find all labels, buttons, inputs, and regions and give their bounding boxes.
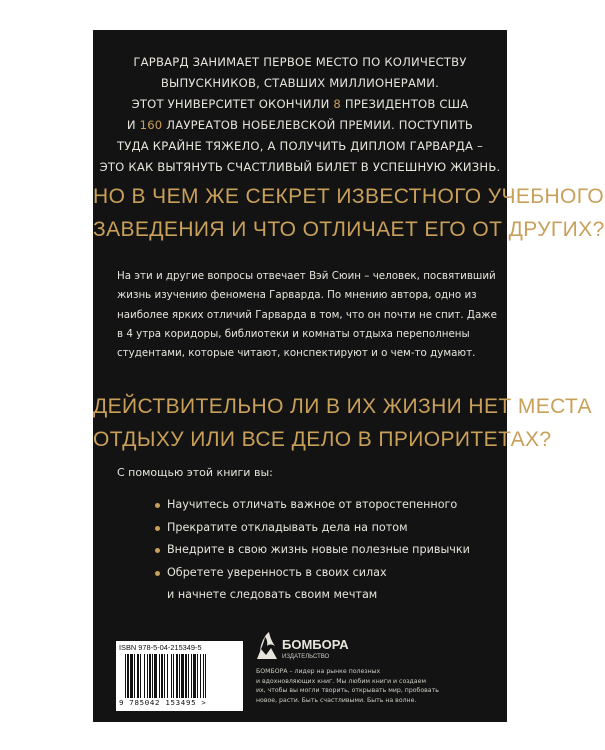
headline-line: НО В ЧЕМ ЖЕ СЕКРЕТ ИЗВЕСТНОГО УЧЕБНОГО [93,185,605,208]
back-cover [93,30,605,722]
list-item-text: Внедрите в свою жизнь новые полезные привычки [167,543,470,556]
intro-text-part: ПРЕЗИДЕНТОВ США [341,97,469,111]
headline-priorities [93,390,592,456]
headline-line: ОТДЫХУ ИЛИ ВСЕ ДЕЛО В ПРИОРИТЕТАХ? [93,428,552,451]
paragraph-line: жизнь изучению феномена Гарварда. По мнению автора, одно из [117,289,477,302]
list-item [167,539,497,562]
publisher-name: БОМБОРА [282,637,349,652]
blurb-line: и вдохновляющих книг. Мы любим книги и создаем [256,677,427,685]
list-item-text: Обретете уверенность в своих силах [167,565,387,579]
list-item [167,562,497,607]
paragraph-line: наиболее ярких отличий Гарварда в том, что он почти не спит. Даже [117,308,497,321]
bombora-logo-icon [256,631,376,663]
list-item [167,517,497,540]
intro-line [93,94,507,115]
nobel-laureates-count: 160 [139,118,163,132]
isbn-label: ISBN 978-5-04-215349-5 [119,643,202,652]
blurb-line: их, чтобы вы могли творить, открывать мир, пробовать [256,687,439,694]
bullet-dot-icon [155,526,160,531]
benefits-list [167,494,497,607]
publisher-logo [256,631,376,663]
paragraph-line: На эти и другие вопросы отвечает Вэй Сюин – человек, посвятивший [117,270,496,282]
intro-text-part: И [126,118,140,132]
bullet-dot-icon [155,503,160,508]
blurb-line: БОМБОРА – лидер на рынке полезных [256,668,381,675]
intro-text [93,52,507,178]
description-paragraph [117,267,497,363]
bullet-dot-icon [155,571,160,576]
intro-text-part: ЛАУРЕАТОВ НОБЕЛЕВСКОЙ ПРЕМИИ. ПОСТУПИТЬ [162,118,474,132]
list-item-text: и начнете следовать своим мечтам [167,588,378,601]
paragraph-line: студентами, которые читают, конспектируют и о чем-то думают. [117,347,476,360]
barcode-digits: 9 785042 153495 > [119,698,207,707]
intro-text-part: ЭТОТ УНИВЕРСИТЕТ ОКОНЧИЛИ [131,97,334,111]
intro-line: ЭТО КАК ВЫТЯНУТЬ СЧАСТЛИВЫЙ БИЛЕТ В УСПЕШНУЮ ЖИЗНЬ. [99,160,501,174]
headline-line: ЗАВЕДЕНИЯ И ЧТО ОТЛИЧАЕТ ЕГО ОТ ДРУГИХ? [93,218,605,241]
list-item [167,494,497,517]
intro-line [93,115,507,136]
benefits-lead: С помощью этой книги вы: [117,466,273,479]
intro-line: ТУДА КРАЙНЕ ТЯЖЕЛО, А ПОЛУЧИТЬ ДИПЛОМ ГАРВАРДА – [116,139,484,153]
paragraph-line: в 4 утра коридоры, библиотеки и комнаты отдыха переполнены [117,327,470,340]
publisher-subtitle: ИЗДАТЕЛЬСТВО [282,654,330,660]
headline-line: ДЕЙСТВИТЕЛЬНО ЛИ В ИХ ЖИЗНИ НЕТ МЕСТА [93,395,592,418]
bullet-dot-icon [155,548,160,553]
barcode-icon [125,654,237,698]
intro-line: ВЫПУСКНИКОВ, СТАВШИХ МИЛЛИОНЕРАМИ. [160,76,440,90]
list-item-text: Научитесь отличать важное от второстепенного [167,498,458,511]
blurb-line: новое, расти. Быть счастливыми. Быть на волне. [256,696,417,704]
list-item-text: Прекратите откладывать дела на потом [167,520,408,534]
barcode-panel [116,641,243,711]
publisher-blurb [256,667,486,705]
presidents-count: 8 [333,97,341,111]
headline-secret [93,180,605,246]
intro-line: ГАРВАРД ЗАНИМАЕТ ПЕРВОЕ МЕСТО ПО КОЛИЧЕСТВУ [133,55,467,69]
